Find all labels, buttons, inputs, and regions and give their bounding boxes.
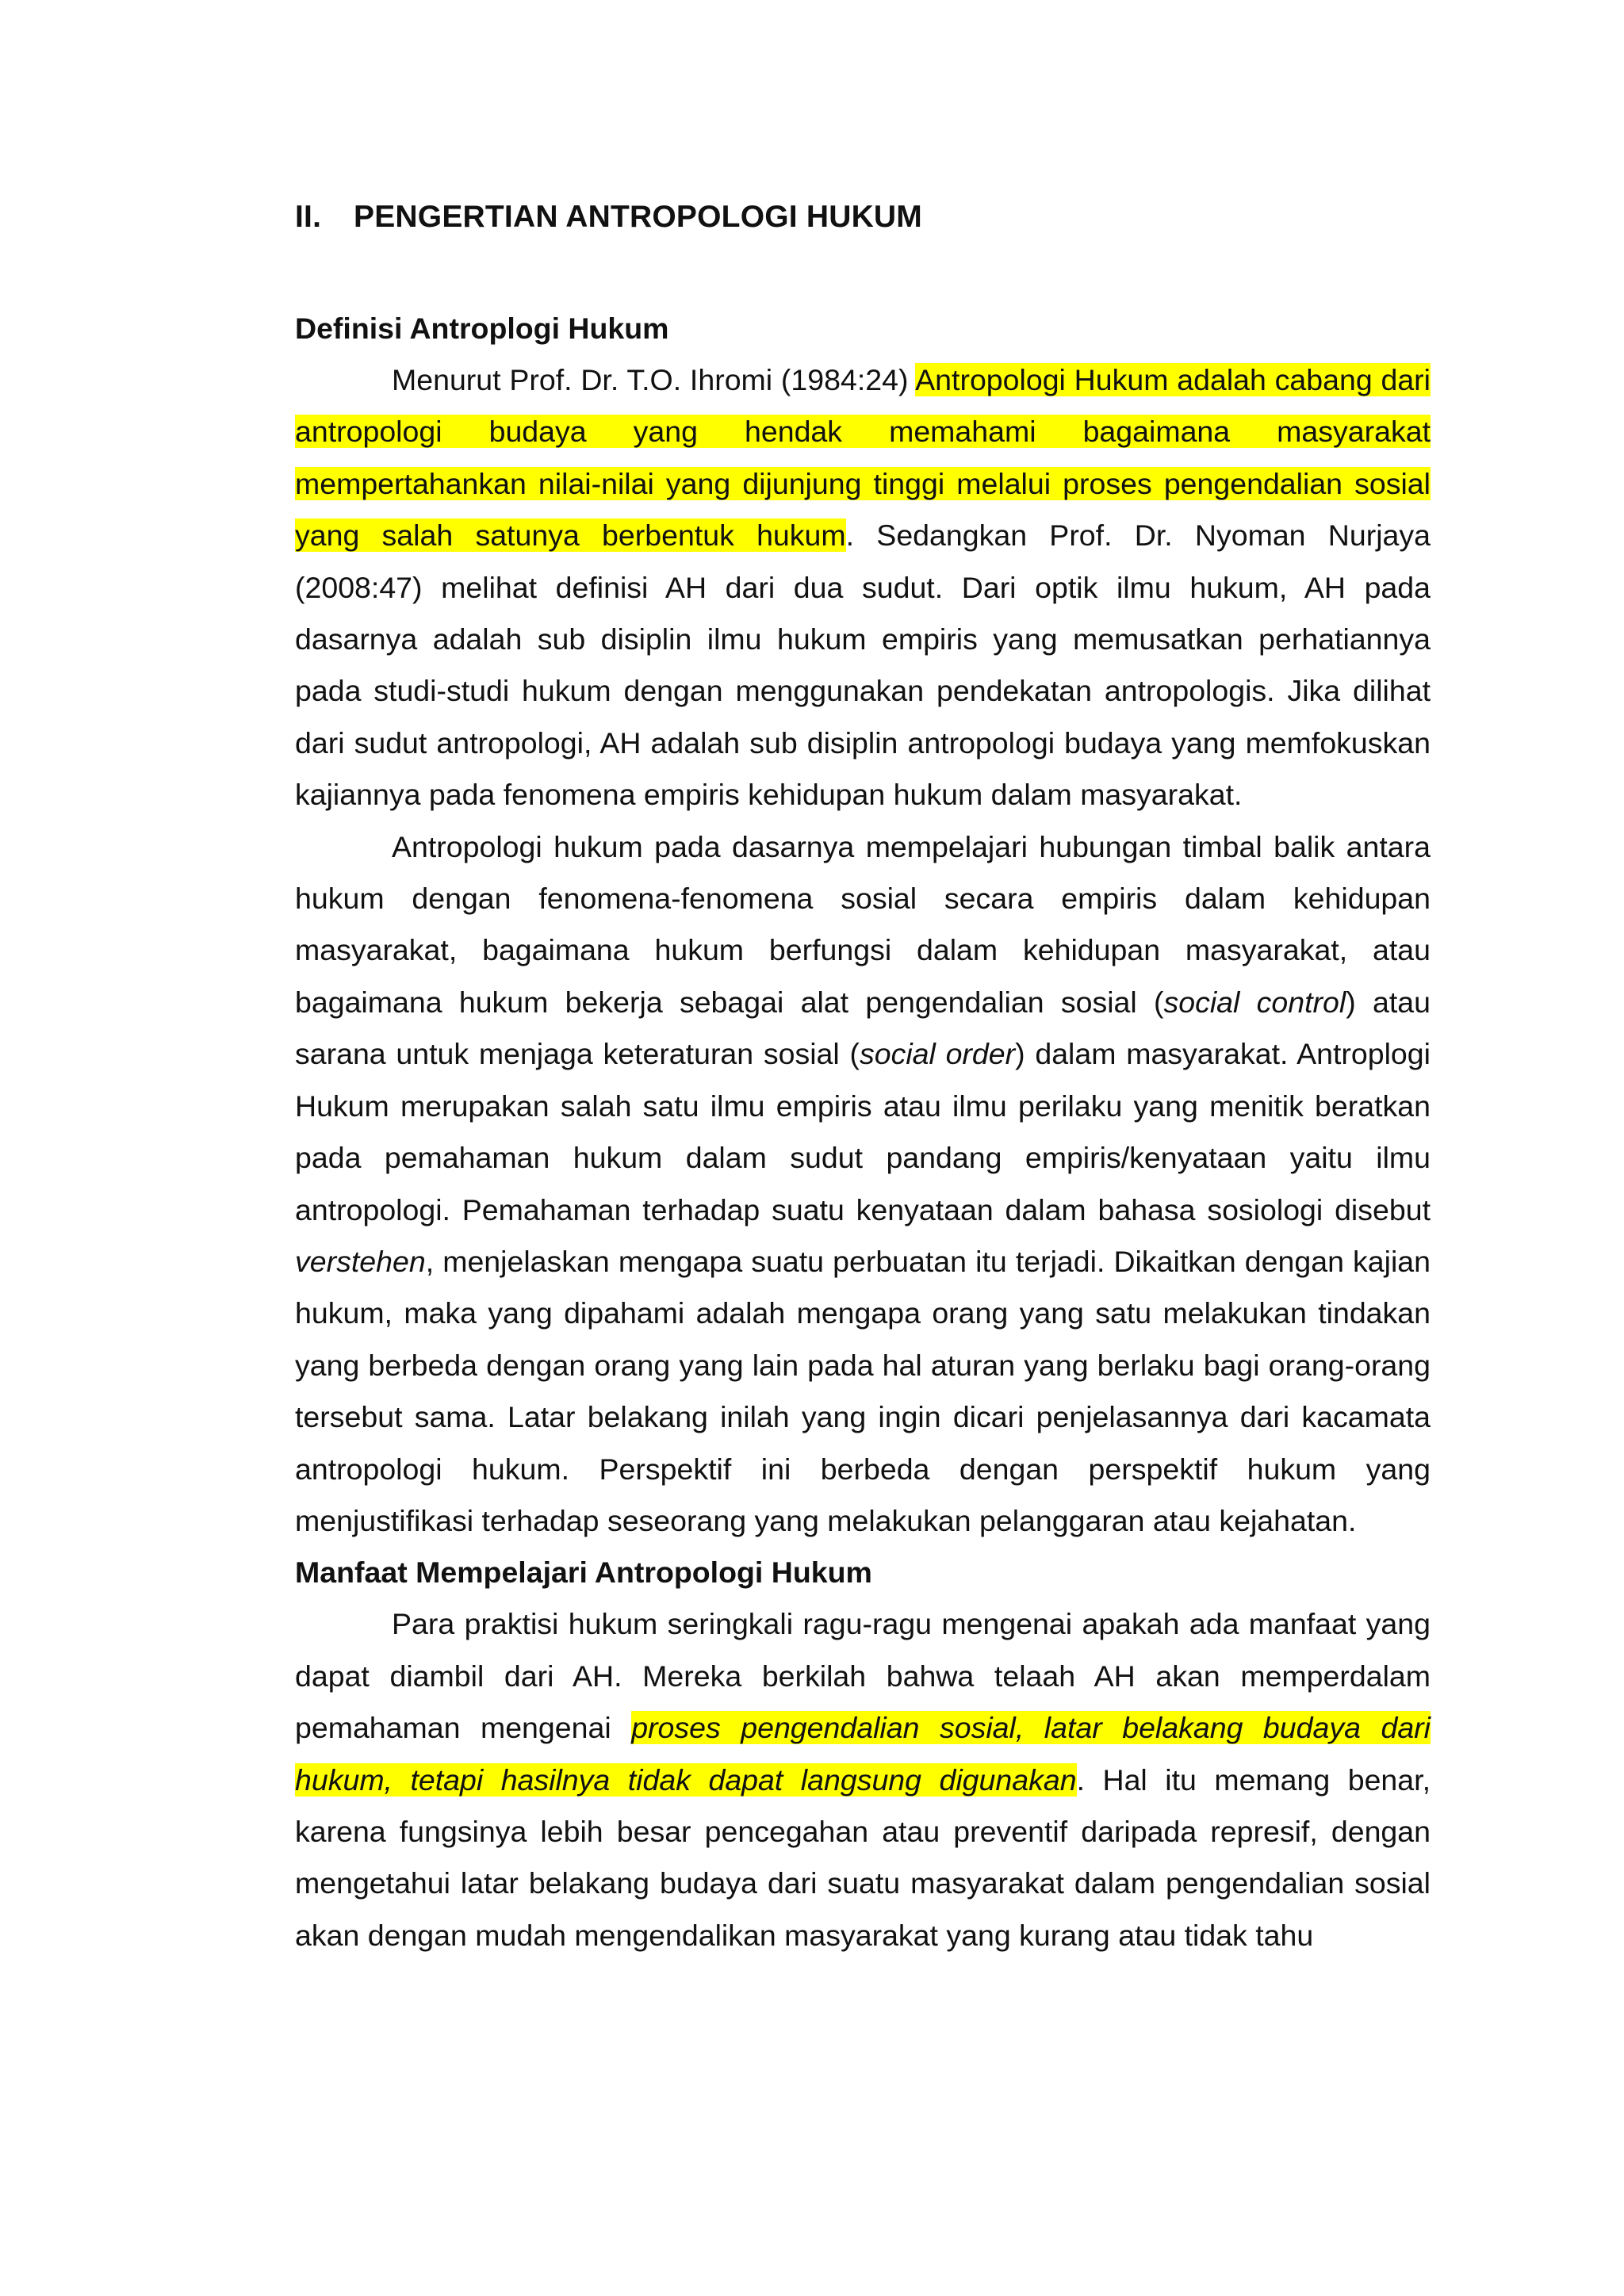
highlighted-text: Antropologi Hukum adalah cabang dari antropologi budaya yang hendak memahami bagaimana masyarakat mempertahankan nilai-nilai yang dijunjung tinggi melalui proses pengendalian sosial yang salah satunya berbentuk hukum xyxy=(295,363,1431,553)
italic-term-social-control: social control xyxy=(1163,985,1346,1019)
text-run: Menurut Prof. Dr. T.O. Ihromi (1984:24) xyxy=(392,363,916,396)
italic-term-social-order: social order xyxy=(859,1037,1016,1071)
text-run: ) atau sarana untuk menjaga keteraturan sosial ( xyxy=(295,985,1431,1071)
text-run: Para praktisi hukum seringkali ragu-ragu mengenai apakah ada manfaat yang dapat diambil dari AH. Mereka berkilah bahwa telaah AH akan memperdalam pemahaman mengenai xyxy=(295,1607,1431,1745)
section-heading-manfaat: Manfaat Mempelajari Antropologi Hukum xyxy=(295,1556,872,1590)
document-body xyxy=(295,193,1431,1961)
paragraph-definisi-1 xyxy=(295,354,1431,821)
paragraph-manfaat-1 xyxy=(295,1598,1431,1961)
text-run: , menjelaskan mengapa suatu perbuatan itu terjadi. Dikaitkan dengan kajian hukum, maka yang dipahami adalah mengapa orang yang satu melakukan tindakan yang berbeda dengan orang yang lain pada hal aturan yang berlaku bagi orang-orang tersebut sama. Latar belakang inilah yang ingin dicari penjelasannya dari kacamata antropologi hukum. Perspektif ini berbeda dengan perspektif hukum yang menjustifikasi terhadap seseorang yang melakukan pelanggaran atau kejahatan. xyxy=(295,1244,1431,1537)
chapter-number: II. xyxy=(295,200,322,234)
text-run: Antropologi hukum pada dasarnya mempelajari hubungan timbal balik antara hukum dengan fenomena-fenomena sosial secara empiris dalam kehidupan masyarakat, bagaimana hukum berfungsi dalam kehidupan masyarakat, atau bagaimana hukum bekerja sebagai alat pengendalian sosial ( xyxy=(295,829,1431,1019)
chapter-title: PENGERTIAN ANTROPOLOGI HUKUM xyxy=(354,200,922,234)
text-run: ) dalam masyarakat. Antroplogi Hukum merupakan salah satu ilmu empiris atau ilmu perilaku yang menitik beratkan pada pemahaman hukum dalam sudut pandang empiris/kenyataan yaitu ilmu antropologi. Pemahaman terhadap suatu kenyataan dalam bahasa sosiologi disebut xyxy=(295,1037,1431,1226)
highlighted-italic-text: proses pengendalian sosial, latar belakang budaya dari hukum, tetapi hasilnya tidak dapat langsung digunakan xyxy=(295,1711,1431,1797)
paragraph-definisi-2 xyxy=(295,821,1431,1548)
italic-term-verstehen: verstehen xyxy=(295,1244,426,1278)
text-run: . Hal itu memang benar, karena fungsinya lebih besar pencegahan atau preventif daripada represif, dengan mengetahui latar belakang budaya dari suatu masyarakat dalam pengendalian sosial akan dengan mudah mengendalikan masyarakat yang kurang atau tidak tahu xyxy=(295,1762,1431,1952)
text-run: . Sedangkan Prof. Dr. Nyoman Nurjaya (2008:47) melihat definisi AH dari dua sudut. Dari optik ilmu hukum, AH pada dasarnya adalah sub disiplin ilmu hukum empiris yang memusatkan perhatiannya pada studi-studi hukum dengan menggunakan pendekatan antropologis. Jika dilihat dari sudut antropologi, AH adalah sub disiplin antropologi budaya yang memfokuskan kajiannya pada fenomena empiris kehidupan hukum dalam masyarakat. xyxy=(295,519,1431,812)
section-heading-definisi: Definisi Antroplogi Hukum xyxy=(295,312,669,345)
chapter-heading xyxy=(295,193,1431,241)
